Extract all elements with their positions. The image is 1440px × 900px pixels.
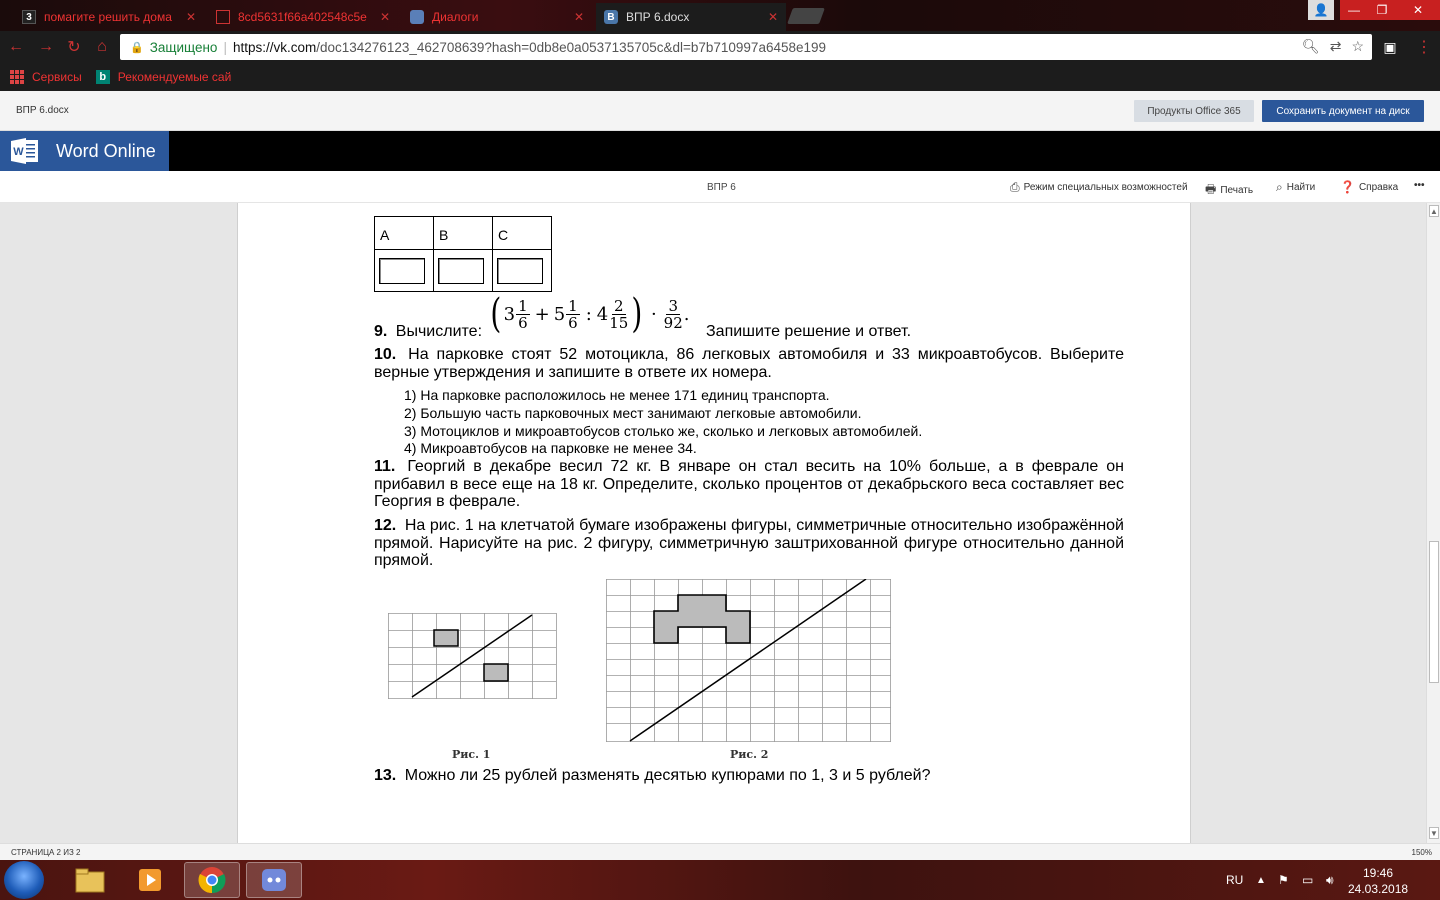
task-10 [374,346,1124,381]
search-icon: ⌕ [1276,180,1283,194]
fraction-1 [516,298,530,331]
word-logo-icon [11,138,39,164]
znanija-favicon-icon: 3 [22,10,36,24]
chat-favicon-icon [410,10,424,24]
reload-icon[interactable]: ↻ [67,39,81,56]
user-icon[interactable]: 👤 [1308,0,1334,20]
plus-sign: + [534,303,550,325]
folder-icon [74,866,106,894]
bookmark-label: Сервисы [32,70,82,84]
star-icon[interactable]: ☆ [1351,38,1364,54]
task-number: 11. [374,458,396,475]
vertical-scrollbar[interactable] [1426,203,1440,843]
accessibility-mode-button[interactable] [1010,180,1188,195]
zoom-level[interactable]: 150% [1411,848,1432,857]
tab-close-icon[interactable]: ✕ [379,10,390,24]
task-10-option-4: 4) Микроавтобусов на парковке не менее 34. [404,440,697,456]
show-hidden-icons[interactable]: ▲ [1256,874,1266,886]
bookmarks-bar [0,63,1440,91]
start-button[interactable] [4,861,44,899]
tab-homework[interactable] [14,3,204,31]
printer-icon: 🖶 [1205,182,1217,196]
task-10-text: На парковке стоят 52 мотоцикла, 86 легковых автомобиля и 33 микроавтобусов. Выберите верные утверждения и запишите в ответе их номера. [374,346,1124,381]
document-page [237,203,1191,843]
extension-icon[interactable]: ▣ [1383,38,1397,55]
discord-taskbar-icon[interactable] [246,862,302,898]
url-path: /doc134276123_462708639?hash=0db8e0a0537135705c&dl=b7b710997a6458e199 [316,39,827,55]
url-host: https://vk.com [232,39,317,55]
table-cell-b [434,250,493,292]
table-cell-c [493,250,552,292]
page-indicator: СТРАНИЦА 2 ИЗ 2 [11,848,81,857]
figure-2-grid [606,579,892,743]
numerator: 2 [614,296,624,315]
tab-close-icon[interactable]: ✕ [185,10,196,24]
minimize-button[interactable]: — [1340,0,1368,20]
word-online-brand[interactable] [0,131,169,171]
fraction-3 [609,298,628,331]
url-text [233,40,826,55]
print-button[interactable] [1205,180,1253,201]
volume-icon[interactable]: 🔊︎ [1326,872,1334,887]
tab-label: 8cd5631f66a402548c5e [238,10,367,24]
fraction-4 [664,298,683,331]
scroll-up-icon[interactable]: ▲ [1430,206,1438,216]
window-controls [1308,0,1440,20]
task-number: 13. [374,767,397,784]
explorer-taskbar-icon[interactable] [62,862,118,898]
numerator: 1 [568,296,578,315]
table-header-c: C [493,217,552,250]
find-label: Найти [1286,182,1316,193]
task-10-option-1: 1) На парковке расположилось не менее 171 единиц транспорта. [404,387,830,403]
zoom-icon[interactable]: 🔍︎ [1301,38,1320,54]
bookmark-recommended[interactable] [96,70,232,84]
office-products-button[interactable]: Продукты Office 365 [1134,100,1254,122]
translate-icon[interactable]: ⇄ [1329,38,1342,54]
find-button[interactable] [1276,180,1315,195]
status-bar [0,843,1440,860]
discord-icon [260,866,288,894]
new-tab-button[interactable] [787,8,825,24]
whole-2: 5 [553,303,566,325]
answer-table [374,216,552,292]
table-header-a: A [375,217,434,250]
denominator: 6 [518,313,528,332]
task-12-text: На рис. 1 на клетчатой бумаге изображены фигуры, симметричные относительно изображённой прямой. Нарисуйте на рис. 2 фигуру, симметричную заштрихованной фигуре относительно данной прямой. [374,517,1124,569]
play-icon [136,866,164,894]
tab-file[interactable] [208,3,398,31]
forward-icon[interactable]: → [38,38,54,55]
whole-1: 3 [503,303,516,325]
denominator: 92 [663,313,683,332]
divider: | [223,39,227,55]
more-options-icon[interactable]: ••• [1414,180,1425,191]
secure-label: Защищено [149,39,218,55]
home-icon[interactable]: ⌂ [97,38,107,55]
accessibility-label: Режим специальных возможностей [1023,182,1188,193]
language-indicator[interactable]: RU [1226,873,1244,887]
tab-label: Диалоги [432,10,479,24]
figure-1-caption: Рис. 1 [452,748,491,761]
tab-dialogs[interactable] [402,3,592,31]
close-window-button[interactable]: ✕ [1396,0,1440,20]
task-10-option-3: 3) Мотоциклов и микроавтобусов столько же, сколько и легковых автомобилей. [404,423,923,439]
task-9-prefix: Вычислите: [395,323,483,340]
document-canvas [0,203,1440,843]
network-icon[interactable]: ▭ [1302,873,1314,887]
denominator: 15 [609,313,629,332]
document-title: ВПР 6 [707,182,736,193]
numerator: 3 [668,296,678,315]
task-9-suffix: Запишите решение и ответ. [706,323,912,340]
whole-3: 4 [596,303,609,325]
help-label: Справка [1358,181,1399,193]
app-name: Word Online [56,140,156,161]
multiply-sign: · [650,303,657,325]
fraction-2 [566,298,580,331]
answer-box [497,258,543,284]
task-11-text: Георгий в декабре весил 72 кг. В январе он стал весить на 10% больше, а в феврале он прибавил в весе еще на 18 кг. Определите, сколько процентов от декабрьского веса составляет вес Георгия в феврале. [374,458,1124,510]
divide-sign: : [585,303,592,325]
accessibility-icon: ⎙ [1010,180,1020,194]
bookmark-services[interactable] [10,70,82,84]
answer-box [438,258,484,284]
task-10-option-2: 2) Большую часть парковочных мест занимают легковые автомобили. [404,405,862,421]
tab-close-icon[interactable]: ✕ [573,10,584,24]
task-13 [374,767,1124,785]
scroll-down-icon[interactable]: ▼ [1430,828,1438,838]
tab-label: ВПР 6.docx [626,10,690,24]
apps-grid-icon [10,70,24,84]
chrome-icon [198,866,226,894]
windows-taskbar [0,860,1440,900]
chrome-taskbar-icon[interactable] [184,862,240,898]
left-paren: ( [490,291,502,337]
task-number: 9. [374,323,388,340]
answer-box [379,258,425,284]
chrome-menu-icon[interactable]: ⋮ [1416,39,1432,56]
figure-1-grid [388,613,558,699]
system-clock[interactable] [1348,865,1408,897]
table-header-b: B [434,217,493,250]
task-9-formula [488,291,690,337]
help-icon: ❓ [1340,180,1355,194]
task-11 [374,458,1124,511]
print-label: Печать [1220,185,1254,196]
tab-vpr-doc[interactable] [596,3,786,31]
lock-icon: 🔒 [130,41,144,54]
tab-label: помагите решить дома [44,10,172,24]
bookmark-label: Рекомендуемые сай [117,70,232,84]
denominator: 6 [568,313,578,332]
tab-close-icon[interactable]: ✕ [767,10,778,24]
browser-tab-strip [0,0,1440,31]
right-paren: ) [631,291,643,337]
office-header [0,91,1440,131]
svg-text:W: W [13,146,24,158]
task-13-text: Можно ли 25 рублей разменять десятью купюрами по 1, 3 и 5 рублей? [404,767,931,784]
task-number: 10. [374,346,397,363]
bing-icon: b [96,70,110,84]
omnibox-actions [1302,38,1364,55]
command-bar [0,171,1440,203]
task-number: 12. [374,517,397,534]
formula-end: . [683,303,690,325]
vk-favicon-icon: B [604,10,618,24]
task-12 [374,517,1124,570]
restore-button[interactable]: ❐ [1368,0,1396,20]
browser-toolbar [0,31,1440,63]
document-name: ВПР 6.docx [16,105,69,116]
help-button[interactable] [1340,180,1398,194]
table-cell-a [375,250,434,292]
media-player-taskbar-icon[interactable] [122,862,178,898]
word-app-bar [0,131,1440,171]
action-center-icon[interactable]: ⚑ [1278,873,1289,887]
back-icon[interactable]: ← [8,38,24,55]
address-bar[interactable] [120,34,1372,60]
scroll-thumb[interactable] [1429,541,1439,683]
save-to-disk-button[interactable]: Сохранить документ на диск [1262,100,1424,122]
figure-2-caption: Рис. 2 [730,748,769,761]
clock-time: 19:46 [1362,866,1394,880]
numerator: 1 [518,296,528,315]
file-favicon-icon [216,10,230,24]
clock-date: 24.03.2018 [1348,882,1409,896]
